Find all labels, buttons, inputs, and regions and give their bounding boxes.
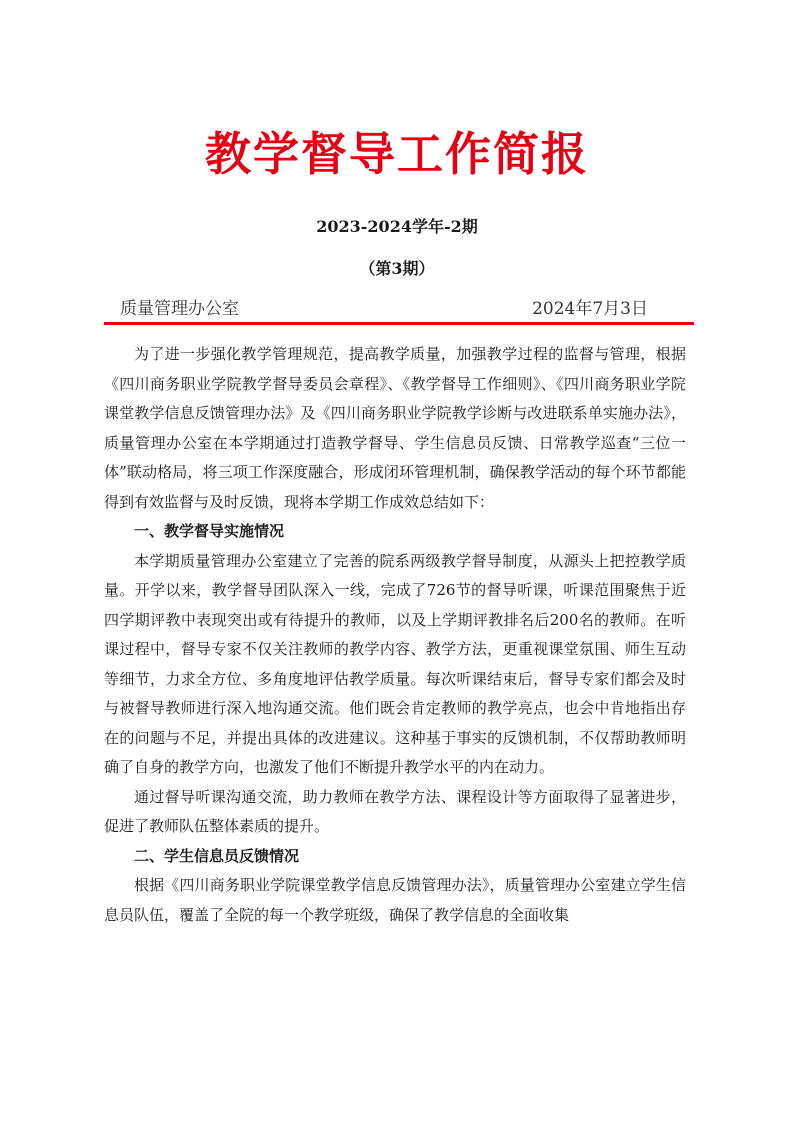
section1-paragraph-2: 通过督导听课沟通交流，助力教师在教学方法、课程设计等方面取得了显著进步，促进了教师队伍整体素质的提升。	[104, 787, 686, 835]
header-divider	[104, 322, 694, 325]
intro-paragraph: 为了进一步强化教学管理规范，提高教学质量，加强教学过程的监督与管理，根据《四川商务职业学院教学督导委员会章程》、《教学督导工作细则》、《四川商务职业学院课堂教学信息反馈管理办法》及《四川商务职业学院教学诊断与改进联系单实施办法》，质量管理办公室在本学期通过打造教学督导、学生信息员反馈、日常教学巡查“三位一体”联动格局，将三项工作深度融合，形成闭环管理机制，确保教学活动的每个环节都能得到有效监督与及时反馈，现将本学期工作成效总结如下：	[104, 345, 686, 511]
issue-number: （第3期）	[359, 259, 435, 278]
issuing-office: 质量管理办公室	[120, 299, 239, 319]
section1-paragraph-1: 本学期质量管理办公室建立了完善的院系两级教学督导制度，从源头上把控教学质量。开学以来，教学督导团队深入一线，完成了726节的督导听课，听课范围聚焦于近四学期评教中表现突出或有待提升的教师，以及上学期评教排名后200名的教师。在听课过程中，督导专家不仅关注教师的教学内容、教学方法，更重视课堂氛围、师生互动等细节，力求全方位、多角度地评估教学质量。每次听课结束后，督导专家们都会及时与被督导教师进行深入地沟通交流。他们既会肯定教师的教学亮点，也会中肯地指出存在的问题与不足，并提出具体的改进建议。这种基于事实的反馈机制，不仅帮助教师明确了自身的教学方向，也激发了他们不断提升教学水平的内在动力。	[104, 551, 686, 776]
bulletin-title: 教学督导工作简报	[205, 127, 589, 181]
document-body	[104, 340, 686, 930]
issue-year: 2023-2024学年-2期	[316, 217, 478, 236]
issue-date: 2024年7月3日	[532, 299, 648, 319]
section2-paragraph-1: 根据《四川商务职业学院课堂教学信息反馈管理办法》，质量管理办公室建立学生信息员队伍，覆盖了全院的每一个教学班级，确保了教学信息的全面收集	[104, 876, 686, 924]
section-heading-2: 二、学生信息员反馈情况	[134, 846, 300, 865]
section-heading-1: 一、教学督导实施情况	[134, 522, 285, 540]
